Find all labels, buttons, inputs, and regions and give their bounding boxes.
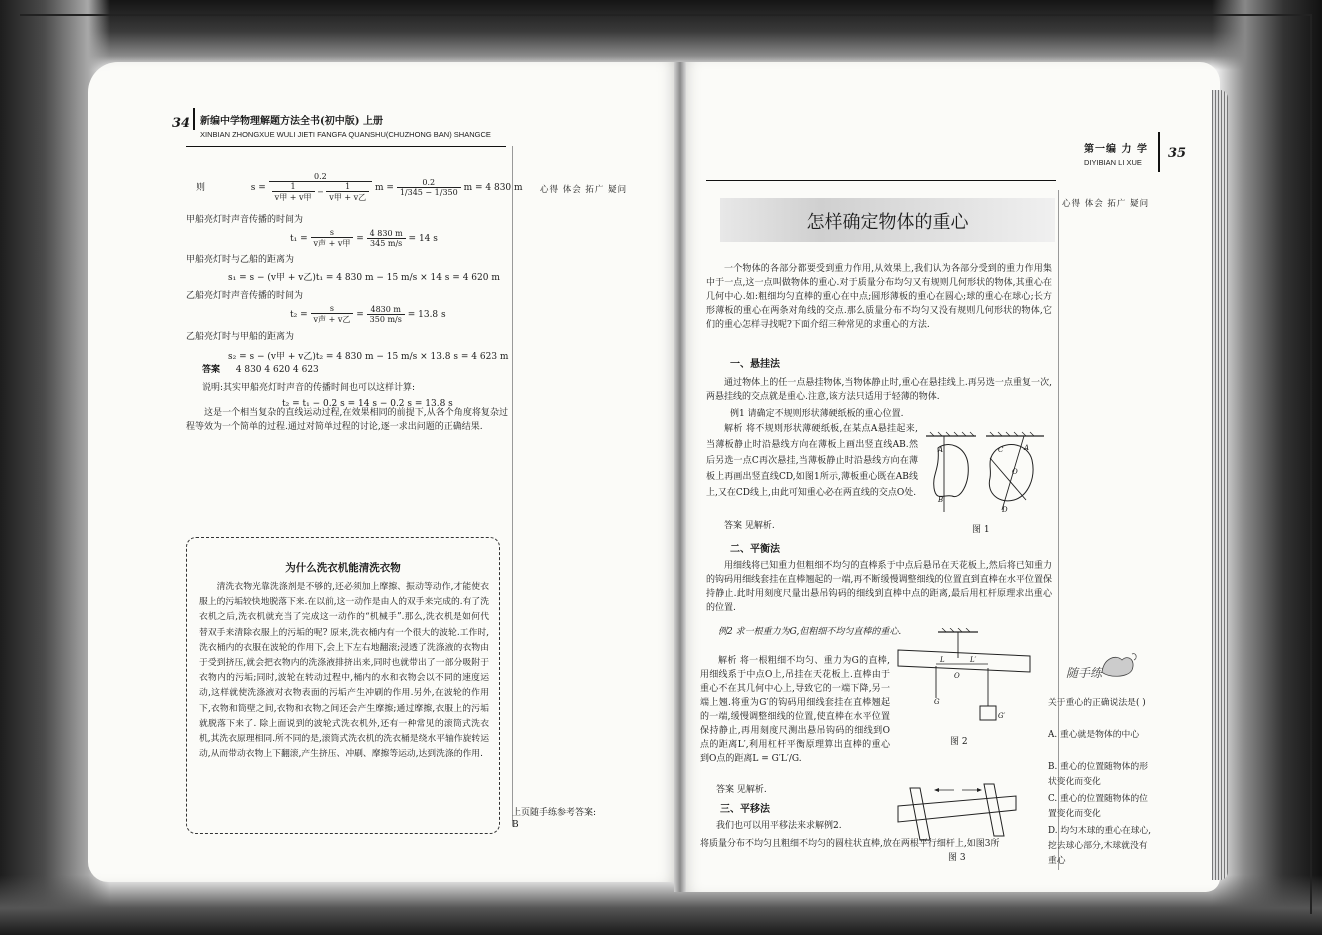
scan-shadow-right	[1212, 0, 1322, 935]
practice-option-d: D. 均匀木球的重心在球心,挖去球心部分,木球就没有重心	[1048, 826, 1152, 866]
eq1-result: m = 4 830 m	[463, 183, 523, 193]
left-header-sub: XINBIAN ZHONGXUE WULI JIETI FANGFA QUANSHU(CHUZHONG BAN) SHANGCE	[200, 130, 491, 139]
right-header-sub: DIYIBIAN LI XUE	[1084, 158, 1142, 167]
answer-label: 答案	[202, 365, 221, 375]
equation-6: t₂ = t₁ − 0.2 s = 14 s − 0.2 s = 13.8 s	[282, 399, 453, 409]
eq2-num2: 4 830 m	[367, 229, 406, 239]
eq1-den-a: 1	[272, 182, 315, 192]
right-margin-note: 心得 体会 拓广 疑问	[1062, 199, 1150, 209]
answer-1: 答案 见解析.	[724, 521, 775, 531]
eq1-fraction-2	[397, 178, 461, 197]
equation-4	[290, 304, 446, 325]
prev-answer-label: 上页随手练参考答案:	[512, 808, 597, 818]
figure-3-diagram	[896, 778, 1026, 846]
svg-text:L: L	[940, 656, 945, 664]
svg-text:O: O	[1012, 468, 1018, 476]
example-2: 例2 求一根重力为G,但粗细不均匀直棒的重心.	[718, 627, 902, 637]
eq1-den-a-b: v甲 + v甲	[274, 193, 312, 202]
svg-text:O: O	[954, 672, 960, 680]
page-stack-edge	[1212, 90, 1228, 880]
eq2-eq: =	[356, 234, 364, 244]
equation-5: s₂ = s − (v甲 + v乙)t₂ = 4 830 m − 15 m/s × 13.8 s = 4 623 m	[228, 352, 509, 362]
equation-2	[290, 228, 438, 249]
section-1-text: 通过物体上的任一点悬挂物体,当物体静止时,重心在悬挂线上.再另选一点重复一次,两悬挂线的交点就是重心.注意,该方法只适用于轻薄的物体.	[706, 378, 1052, 402]
eq1-fraction: 0.2 $\frac{1}{\text{v甲 + v甲}}$ − $\frac{1}{\text{v甲 + v乙}}$	[269, 172, 372, 203]
eq1-prefix: 则	[196, 183, 206, 193]
left-header-title: 新编中学物理解题方法全书(初中版) 上册	[200, 116, 383, 127]
eq2-den2: 345 m/s	[370, 239, 403, 248]
eq1-num: 0.2	[269, 172, 372, 182]
note-line: 说明:其实甲船亮灯时声音的传播时间也可以这样计算:	[202, 383, 416, 393]
svg-text:A: A	[938, 446, 944, 454]
svg-text:C: C	[998, 446, 1004, 454]
section-3-text-2: 将质量分布不均匀且粗细不均匀的圆柱状直棒,放在两根平行细杆上,如图3所	[700, 839, 1000, 849]
practice-question: 关于重心的正确说法是( )	[1048, 698, 1146, 708]
eq2-lhs: t₁ =	[290, 234, 308, 244]
eq1-num2: 0.2	[397, 178, 461, 188]
sidebar-title: 为什么洗衣机能清洗衣物	[285, 562, 401, 574]
left-header	[200, 112, 491, 139]
eq1-s: s =	[250, 183, 266, 193]
figure-1-caption: 图 1	[972, 525, 990, 535]
header-rule-right	[706, 180, 1056, 181]
example-1: 例1 请确定不规则形状薄硬纸板的重心位置.	[730, 409, 904, 419]
practice-label: 随手练	[1066, 666, 1103, 680]
scan-frame-right	[1310, 14, 1312, 914]
svg-text:G: G	[934, 698, 940, 706]
eq2-den: v声 + v甲	[313, 239, 351, 248]
eq2-num: s	[311, 228, 354, 238]
eq4-eq: =	[356, 310, 364, 320]
left-margin-note: 心得 体会 拓广 疑问	[540, 185, 628, 195]
eq1-den-b-b: v甲 + v乙	[329, 193, 367, 202]
practice-option-b: B. 重心的位置随物体的形状变化而变化	[1048, 762, 1149, 787]
scan-frame-top	[20, 14, 1310, 16]
figure-2-caption: 图 2	[950, 737, 968, 747]
figure-3-caption: 图 3	[948, 853, 966, 863]
right-page-number: 35	[1168, 146, 1187, 161]
eq1-den-b: 1	[326, 182, 369, 192]
text-line-4: 乙船亮灯时声音传播的时间为	[186, 291, 304, 301]
section-3-text: 我们也可以用平移法来求解例2.	[716, 821, 842, 831]
text-line-3: 甲船亮灯时与乙船的距离为	[186, 255, 295, 265]
practice-ornament	[1098, 650, 1138, 680]
eq4-den2: 350 m/s	[369, 315, 402, 324]
svg-text:G′: G′	[998, 712, 1006, 720]
answer-values: 4 830 4 620 4 623	[235, 365, 319, 375]
eq4-lhs: t₂ =	[290, 310, 308, 320]
equation-3: s₁ = s − (v甲 + v乙)t₁ = 4 830 m − 15 m/s × 14 s = 4 620 m	[228, 273, 500, 283]
practice-option-a: A. 重心就是物体的中心	[1048, 730, 1140, 740]
scan-shadow-top	[0, 0, 1322, 70]
figure-1-diagram	[924, 430, 1056, 516]
sidebar-text: 清洗衣物光靠洗涤剂是不够的,还必须加上摩擦、振动等动作,才能使衣服上的污垢较快地脱落下来.在以前,这一动作是由人的双手来完成的.有了洗衣机之后,洗衣机就充当了完成这一动作的“机械手”.那么,洗衣机是如何代替双手来清除衣服上的污垢的呢? 原来,洗衣桶内有一个很大的波轮.工作时,洗衣桶内的衣服在波轮的作用下,会上下左右地翻滚;浸透了洗涤液的衣物由于受到挤压,就会把衣物内的洗涤液排挤出来,同时也就带出了一部分吸附于衣物内的污垢;同时,波轮在转动过程中,桶内的水和衣物会以不同的速度运动,这样就使洗涤液对衣物表面的污垢产生冲刷的作用.另外,在波轮的作用下,衣物和筒壁之间,衣物和衣物之间还会产生摩擦;通过摩擦,衣服上的污垢就脱落下来了. 除上面说到的波轮式洗衣机外,还有一种常见的滚筒式洗衣机,其洗衣原理相同.所不同的是,滚筒式洗衣机的洗衣桶是绕水平轴作旋转运动,从而带动衣物上下翻滚,产生挤压、冲刷、摩擦等运动,达到洗涤的作用.	[199, 582, 489, 760]
section-title: 怎样确定物体的重心	[806, 212, 969, 233]
right-header-title: 第一编 力 学	[1084, 144, 1148, 155]
left-page-number: 34	[172, 116, 191, 131]
header-rule-left	[186, 146, 506, 147]
example-1-solution: 解析 将不规则形状薄硬纸板,在某点A悬挂起来,当薄板静止时沿悬线方向在薄板上画出竖直线AB.然后另选一点C再次悬挂,当薄板静止时沿悬线方向在薄板上再画出竖直线CD,如图1所示,薄板重心既在AB线上,又在CD线上,由此可知重心必在两直线的交点O处.	[706, 424, 918, 498]
section-2-text: 用细线将已知重力但粗细不均匀的直棒系于中点后悬吊在天花板上,然后将已知重力的钩码用细线套挂在直棒翘起的一端,再不断缓慢调整细线的位置直到直棒在水平位置保持静止.此时用刻度尺量出悬吊钩码的细线到直棒中点的距离,最后用杠杆原理求出重心的位置.	[706, 561, 1052, 613]
text-line-5: 乙船亮灯时与甲船的距离为	[186, 332, 295, 342]
eq1-mid: m =	[375, 183, 394, 193]
section-title-banner	[720, 198, 1055, 242]
book-spine	[674, 62, 686, 892]
sidebar-box	[186, 537, 500, 834]
header-bar-left	[193, 108, 195, 130]
text-line-2: 甲船亮灯时声音传播的时间为	[186, 215, 304, 225]
margin-divider-left	[512, 146, 513, 826]
section-2-heading: 二、平衡法	[730, 544, 780, 555]
summary-paragraph: 这是一个相当复杂的直线运动过程,在效果相同的前提下,从各个角度将复杂过程等效为一个简单的过程.通过对简单过程的讨论,逐一求出问题的正确结果.	[186, 408, 508, 432]
svg-text:L′: L′	[970, 656, 977, 664]
prev-answer: B	[512, 820, 519, 830]
figure-2-diagram	[896, 628, 1056, 728]
example-2-solution: 解析 将一根粗细不均匀、重力为G的直棒,用细线系于中点O上,吊挂在天花板上.直棒由于重心不在其几何中心上,导致它的一端下降,另一端上翘.将重为G′的钩码用细线套挂在直棒翘起的一端,缓慢调整细线的位置,使直棒在水平位置保持静止,再用刻度尺测出悬吊钩码的细线到O点的距离L′,利用杠杆平衡原理算出直棒的重心到O点的距离L = G′L′/G.	[700, 656, 890, 764]
svg-text:B: B	[938, 496, 944, 504]
answer-line	[202, 362, 319, 375]
eq4-res: = 13.8 s	[407, 310, 446, 320]
svg-text:D: D	[1002, 506, 1008, 514]
practice-option-c: C. 重心的位置随物体的位置变化而变化	[1048, 794, 1148, 819]
intro-paragraph: 一个物体的各部分都要受到重力作用,从效果上,我们认为各部分受到的重力作用集中于一点,这一点叫做物体的重心.对于质量分布均匀又有规则几何形状的物体,其重心在几何中心.如:粗细均匀直棒的重心在中点;圆形薄板的重心在圆心;球的重心在球心;长方形薄板的重心在两条对角线的交点.那么质量分布不均匀又没有规则几何形状的物体,它们的重心怎样寻找呢?下面介绍三种常见的求重心的方法.	[706, 264, 1052, 330]
eq4-num: s	[311, 304, 354, 314]
eq1-den2: 1/345 − 1/350	[399, 188, 458, 197]
eq4-den: v声 + v乙	[313, 315, 351, 324]
section-1-heading: 一、悬挂法	[730, 359, 780, 370]
answer-2: 答案 见解析.	[716, 785, 767, 795]
equation-1	[196, 172, 523, 203]
eq2-res: = 14 s	[408, 234, 438, 244]
header-bar-right	[1158, 132, 1160, 172]
section-3-heading: 三、平移法	[720, 804, 770, 815]
eq4-num2: 4830 m	[367, 305, 405, 315]
svg-text:A: A	[1024, 444, 1030, 452]
